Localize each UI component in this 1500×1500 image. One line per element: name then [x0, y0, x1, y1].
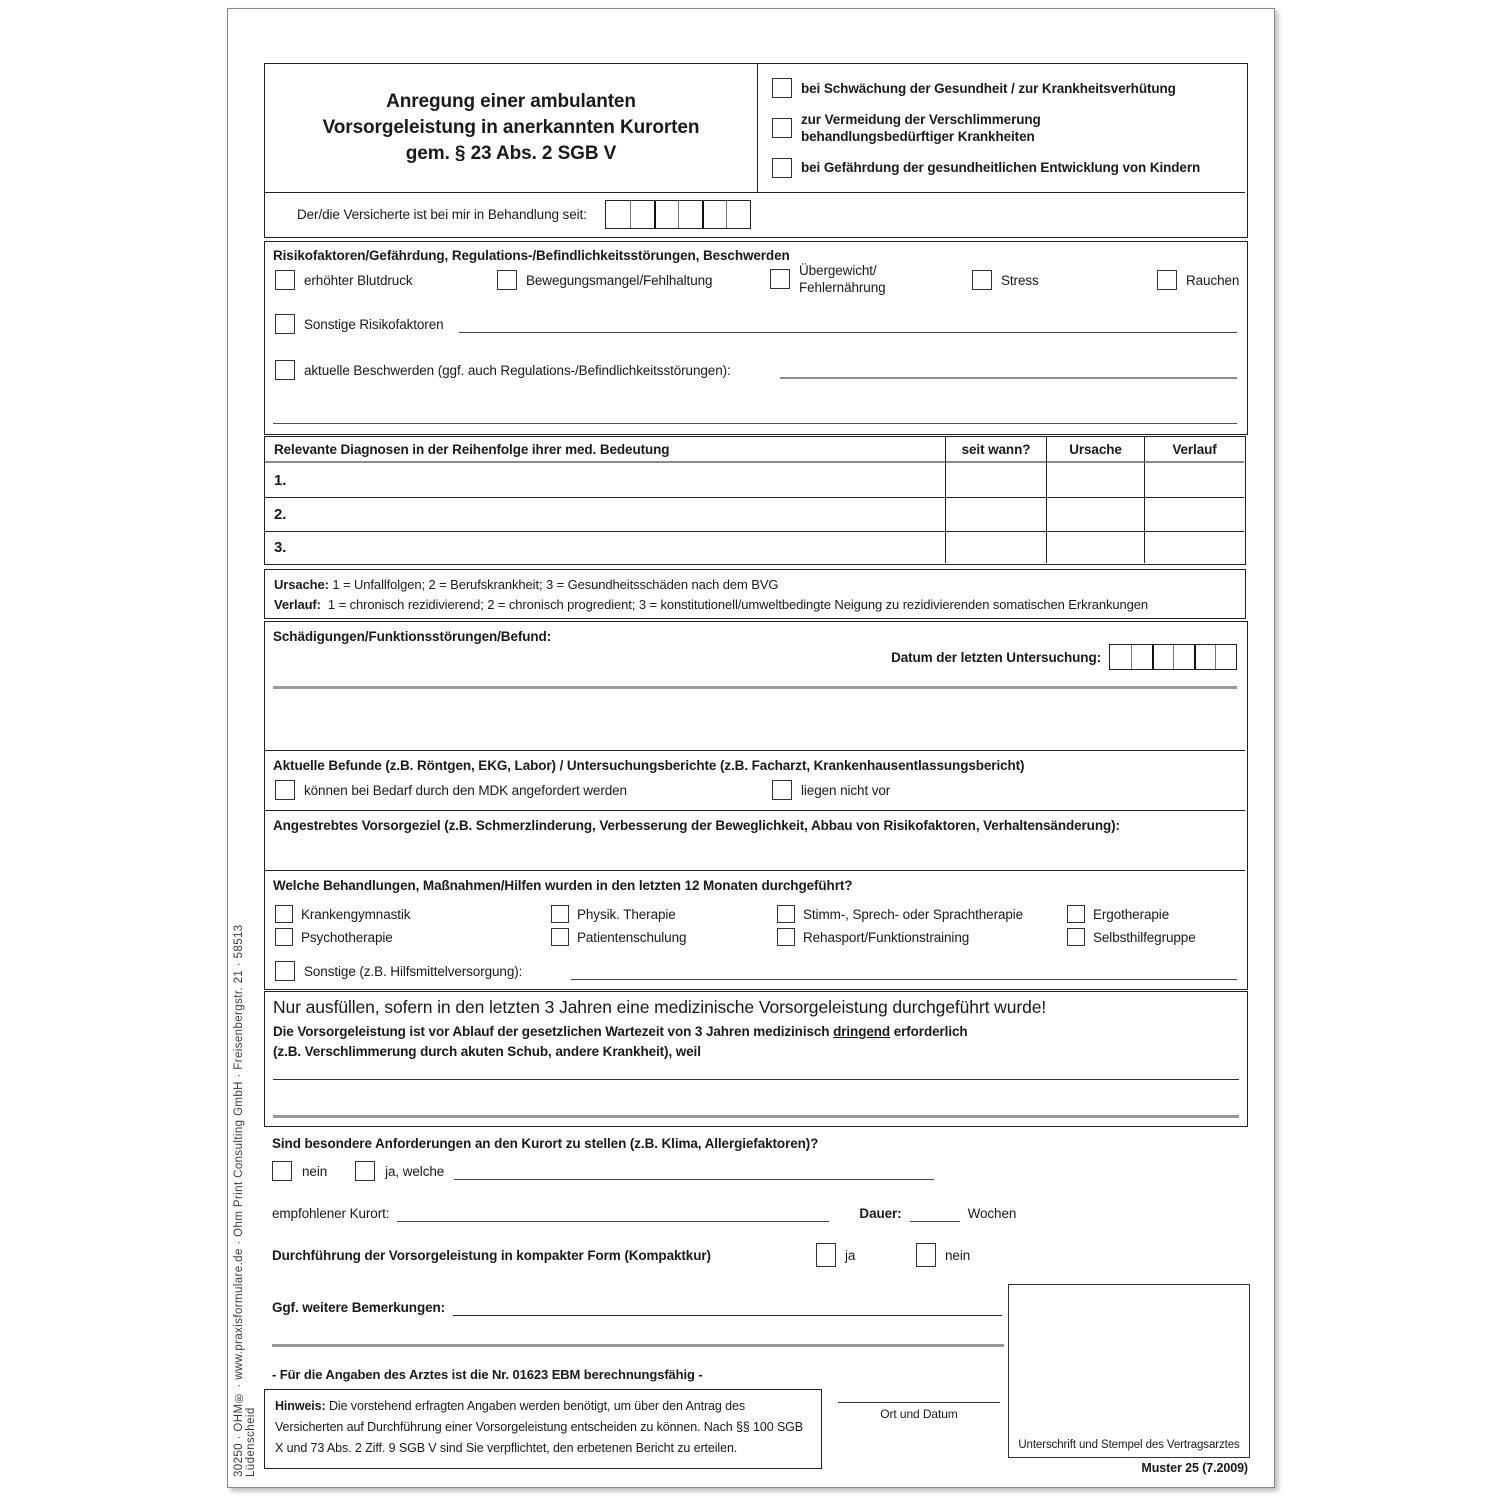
checkbox-kurort-nein[interactable] [272, 1161, 292, 1181]
no-findings-option-row [772, 780, 890, 800]
label-selbsthilfegruppe: Selbsthilfegruppe [1093, 929, 1196, 945]
ort-datum-field[interactable] [838, 1402, 1000, 1421]
diagnosis-row-2-since[interactable] [945, 497, 1046, 531]
diagnosis-row-3-since[interactable] [945, 531, 1046, 563]
checkbox-mdk-request[interactable] [275, 780, 295, 800]
diagnosis-row-1-since[interactable] [945, 463, 1046, 497]
checkbox-selbsthilfegruppe[interactable] [1067, 928, 1085, 946]
treatment-since-date-field[interactable] [605, 200, 751, 229]
weeks-label: Wochen [967, 1206, 1017, 1221]
treatment-selbsthilfegruppe [1067, 928, 1196, 946]
risk-factors-box [264, 241, 1248, 435]
findings-sections-box [264, 621, 1248, 990]
recommended-kurort-label: empfohlener Kurort: [272, 1206, 390, 1221]
damage-findings-line[interactable] [273, 686, 1237, 689]
last-exam-label: Datum der letzten Untersuchung: [891, 649, 1101, 665]
last-exam-date-field[interactable] [1109, 644, 1237, 670]
header-box [264, 63, 1248, 238]
compact-nein-option [916, 1243, 970, 1267]
checkbox-sprachtherapie[interactable] [777, 905, 795, 923]
checkbox-patientenschulung[interactable] [551, 928, 569, 946]
billing-note: - Für die Angaben des Arztes ist die Nr. 01623 EBM berechnungsfähig - [272, 1367, 703, 1382]
kurort-ja-label: ja, welche [385, 1163, 445, 1179]
risk-option-smoking [1157, 270, 1239, 290]
date-cell[interactable] [630, 201, 654, 228]
treatment-sprachtherapie [777, 905, 1023, 923]
legend-box [264, 569, 1246, 619]
risk-sonstige-row [275, 314, 1237, 334]
checkbox-lack-of-movement[interactable] [497, 270, 517, 290]
checkbox-avoid-worsening[interactable] [772, 118, 792, 138]
risk-label-blood-pressure: erhöhter Blutdruck [304, 272, 413, 288]
risk-option-overweight [770, 262, 904, 296]
checkbox-child-development[interactable] [772, 158, 792, 178]
mdk-option-row [275, 780, 627, 800]
signature-box[interactable] [1008, 1284, 1250, 1458]
other-risk-factors-line[interactable] [459, 316, 1237, 333]
kurort-ja-welche-line[interactable] [454, 1163, 934, 1180]
diagnoses-header: Relevante Diagnosen in der Reihenfolge ihrer med. Bedeutung [265, 437, 945, 463]
checkbox-compact-nein[interactable] [916, 1243, 936, 1267]
wait-box-line2-underlined: dringend [833, 1024, 891, 1039]
diagnosis-row-3-cause[interactable] [1046, 531, 1144, 563]
date-cell[interactable] [1152, 645, 1173, 669]
treatment-sonstige-label: Sonstige (z.B. Hilfsmittelversorgung): [304, 963, 523, 979]
wait-box-write-line1[interactable] [273, 1079, 1239, 1080]
form-title [265, 64, 757, 192]
diagnosis-row-1-label[interactable]: 1. [274, 471, 287, 489]
diagnosis-row-2-course[interactable] [1144, 497, 1244, 531]
label-sprachtherapie: Stimm-, Sprech- oder Sprachtherapie [803, 906, 1024, 922]
purpose-row-weakened-health [772, 78, 1245, 98]
checkbox-krankengymnastik[interactable] [275, 905, 293, 923]
diagnosis-row-1-cause[interactable] [1046, 463, 1144, 497]
risk-label-overweight: Übergewicht/ Fehlernährung [799, 263, 886, 295]
date-cell[interactable] [606, 201, 630, 228]
label-krankengymnastik: Krankengymnastik [301, 906, 411, 922]
diagnosis-row-3-course[interactable] [1144, 531, 1244, 563]
form-sheet [227, 8, 1275, 1488]
checkbox-current-complaints[interactable] [275, 360, 295, 380]
checkbox-kurort-ja[interactable] [355, 1161, 375, 1181]
risk-label-lack-of-movement: Bewegungsmangel/Fehlhaltung [526, 272, 713, 288]
kurort-heading: Sind besondere Anforderungen an den Kurort zu stellen (z.B. Klima, Allergiefaktoren)? [272, 1136, 819, 1151]
checkbox-ergotherapie[interactable] [1067, 905, 1085, 923]
risk-label-stress: Stress [1001, 272, 1039, 288]
wait-box-line3: (z.B. Verschlimmerung durch akuten Schub, andere Krankheit), weil [273, 1044, 701, 1059]
current-complaints-line[interactable] [780, 361, 1237, 379]
checkbox-physik-therapie[interactable] [551, 905, 569, 923]
date-cell[interactable] [1173, 645, 1194, 669]
diagnoses-table [264, 436, 1246, 565]
compact-ja-label: ja [845, 1247, 856, 1263]
checkbox-psychotherapie[interactable] [275, 928, 293, 946]
form-title-line3: gem. § 23 Abs. 2 SGB V [405, 143, 617, 164]
current-findings-heading: Aktuelle Befunde (z.B. Röntgen, EKG, Labor) / Untersuchungsberichte (z.B. Facharzt, Krankenhausentlassungsbericht) [273, 758, 1025, 773]
other-risk-factors-label: Sonstige Risikofaktoren [304, 316, 444, 332]
muster-version-label: Muster 25 (7.2009) [1141, 1461, 1248, 1475]
checkbox-compact-ja[interactable] [816, 1243, 836, 1267]
ort-datum-label: Ort und Datum [880, 1407, 958, 1421]
treatment-psychotherapie [275, 928, 393, 946]
date-cell[interactable] [726, 201, 750, 228]
wait-box-write-line2[interactable] [273, 1115, 1239, 1118]
legend-course-text: 1 = chronisch rezidivierend; 2 = chronisch progredient; 3 = konstitutionell/umweltbedingte Neigung zu rezidivierenden somatischen Erkrankungen [327, 597, 1149, 612]
damage-findings-section [265, 622, 1245, 750]
signature-box-label: Unterschrift und Stempel des Vertragsarztes [1018, 1439, 1240, 1451]
no-findings-label: liegen nicht vor [801, 782, 891, 798]
printer-imprint: 30250 · OHM® · www.praxisformulare.de · Ohm Print Consulting GmbH · Freisenbergstr. 21 · 58513 Lüdenscheid [233, 924, 257, 1477]
purpose-options [757, 64, 1245, 192]
remarks-line1[interactable] [453, 1299, 1002, 1316]
treatment-physik-therapie [551, 905, 676, 923]
risk-option-lack-of-movement [497, 270, 712, 290]
wait-box-line2-pre: Die Vorsorgeleistung ist vor Ablauf der gesetzlichen Wartezeit von 3 Jahren medizinisch [273, 1024, 834, 1039]
kurort-yesno-row [272, 1161, 1012, 1181]
checkbox-weakened-health[interactable] [772, 78, 792, 98]
label-ergotherapie: Ergotherapie [1093, 906, 1170, 922]
diagnosis-row-3-label[interactable]: 3. [265, 531, 945, 563]
duration-line[interactable] [910, 1205, 960, 1222]
date-cell[interactable] [1110, 645, 1131, 669]
remarks-row [272, 1299, 1002, 1316]
treatment-patientenschulung [551, 928, 686, 946]
treatment-ergotherapie [1067, 905, 1169, 923]
col-header-cause: Ursache [1046, 437, 1144, 463]
risk-beschwerden-row [275, 360, 1237, 380]
recommended-kurort-row [272, 1205, 1016, 1222]
form-title-line2: Vorsorgeleistung in anerkannten Kurorten [322, 117, 700, 138]
wait-box-headline: Nur ausfüllen, sofern in den letzten 3 Jahren eine medizinische Vorsorgeleistung durchgeführt wurde! [273, 997, 1047, 1017]
goal-section [265, 810, 1245, 870]
label-psychotherapie: Psychotherapie [301, 929, 393, 945]
last-exam-row [891, 644, 1237, 670]
compact-cure-label: Durchführung der Vorsorgeleistung in kompakter Form (Kompaktkur) [272, 1248, 711, 1263]
checkbox-no-findings[interactable] [772, 780, 792, 800]
diagnosis-row-1-course[interactable] [1144, 463, 1244, 497]
purpose-label-avoid-worsening: zur Vermeidung der Verschlimmerung behandlungsbedürftiger Krankheiten [801, 111, 1041, 144]
risk-label-smoking: Rauchen [1186, 272, 1240, 288]
form-title-line1: Anregung einer ambulanten [386, 91, 636, 112]
treatment-since-row [265, 192, 1245, 235]
compact-cure-row [272, 1243, 1212, 1269]
compact-nein-label: nein [945, 1247, 971, 1263]
checkbox-overweight[interactable] [770, 269, 790, 289]
date-cell[interactable] [702, 201, 726, 228]
date-cell[interactable] [1194, 645, 1215, 669]
label-physik-therapie: Physik. Therapie [577, 906, 676, 922]
purpose-row-child-development [772, 158, 1245, 178]
current-findings-section [265, 750, 1245, 810]
hinweis-label: Hinweis: [275, 1399, 326, 1413]
wait-period-box [264, 991, 1248, 1127]
duration-label: Dauer: [859, 1206, 902, 1221]
wait-box-line2 [273, 1023, 968, 1040]
treatment-sonstige-row [275, 961, 1237, 981]
treatment-sonstige-line[interactable] [571, 963, 1237, 980]
col-header-since: seit wann? [945, 437, 1046, 463]
legend-cause-label: Ursache: [274, 577, 329, 592]
risk-heading: Risikofaktoren/Gefährdung, Regulations-/Befindlichkeitsstörungen, Beschwerden [273, 248, 790, 263]
treatment-since-label: Der/die Versicherte ist bei mir in Behandlung seit: [297, 206, 587, 222]
damage-findings-heading: Schädigungen/Funktionsstörungen/Befund: [273, 629, 552, 644]
risk-option-stress [972, 270, 1039, 290]
purpose-label-child-development: bei Gefährdung der gesundheitlichen Entwicklung von Kindern [801, 160, 1201, 176]
current-complaints-line2[interactable] [273, 423, 1237, 424]
remarks-label: Ggf. weitere Bemerkungen: [272, 1300, 446, 1315]
hinweis-box [264, 1389, 822, 1469]
label-patientenschulung: Patientenschulung [577, 929, 687, 945]
diagnosis-row-2-label[interactable]: 2. [265, 497, 945, 531]
legend-cause-text: 1 = Unfallfolgen; 2 = Berufskrankheit; 3 = Gesundheitsschäden nach dem BVG [332, 577, 779, 592]
diagnosis-row-2-cause[interactable] [1046, 497, 1144, 531]
treatment-krankengymnastik [275, 905, 410, 923]
checkbox-blood-pressure[interactable] [275, 270, 295, 290]
compact-ja-option [816, 1243, 855, 1267]
kurort-nein-label: nein [302, 1163, 328, 1179]
treatments-heading: Welche Behandlungen, Maßnahmen/Hilfen wurden in den letzten 12 Monaten durchgeführt? [273, 878, 853, 893]
recommended-kurort-line[interactable] [397, 1205, 829, 1222]
treatment-rehasport [777, 928, 969, 946]
current-complaints-label: aktuelle Beschwerden (ggf. auch Regulations-/Befindlichkeitsstörungen): [304, 362, 731, 378]
date-cell[interactable] [678, 201, 702, 228]
risk-option-blood-pressure [275, 270, 413, 290]
checkbox-other-risk-factors[interactable] [275, 314, 295, 334]
remarks-line2[interactable] [272, 1344, 1004, 1347]
legend-course-label: Verlauf: [274, 597, 321, 612]
col-header-course: Verlauf [1144, 437, 1244, 463]
label-rehasport: Rehasport/Funktionstraining [803, 929, 970, 945]
date-cell[interactable] [654, 201, 678, 228]
checkbox-stress[interactable] [972, 270, 992, 290]
wait-box-line2-post: erforderlich [890, 1024, 968, 1039]
checkbox-rehasport[interactable] [777, 928, 795, 946]
purpose-label-weakened-health: bei Schwächung der Gesundheit / zur Krankheitsverhütung [801, 80, 1176, 96]
treatments-section [265, 870, 1245, 989]
hinweis-text: Die vorstehend erfragten Angaben werden benötigt, um über den Antrag des Versicherten auf Durchführung einer Vorsorgeleistung entscheiden zu können. Nach §§ 100 SGB X und 73 Abs. 2 Ziff. 9 SGB V sind Sie verpflichtet, den erbetenen Bericht zu erteilen. [275, 1399, 804, 1455]
purpose-row-avoid-worsening [772, 111, 1245, 145]
checkbox-smoking[interactable] [1157, 270, 1177, 290]
date-cell[interactable] [1131, 645, 1152, 669]
mdk-request-label: können bei Bedarf durch den MDK angefordert werden [304, 782, 627, 798]
goal-heading: Angestrebtes Vorsorgeziel (z.B. Schmerzlinderung, Verbesserung der Beweglichkeit, Abbau von Risikofaktoren, Verhaltensänderung): [273, 818, 1120, 833]
checkbox-treatment-sonstige[interactable] [275, 961, 295, 981]
date-cell[interactable] [1215, 645, 1236, 669]
